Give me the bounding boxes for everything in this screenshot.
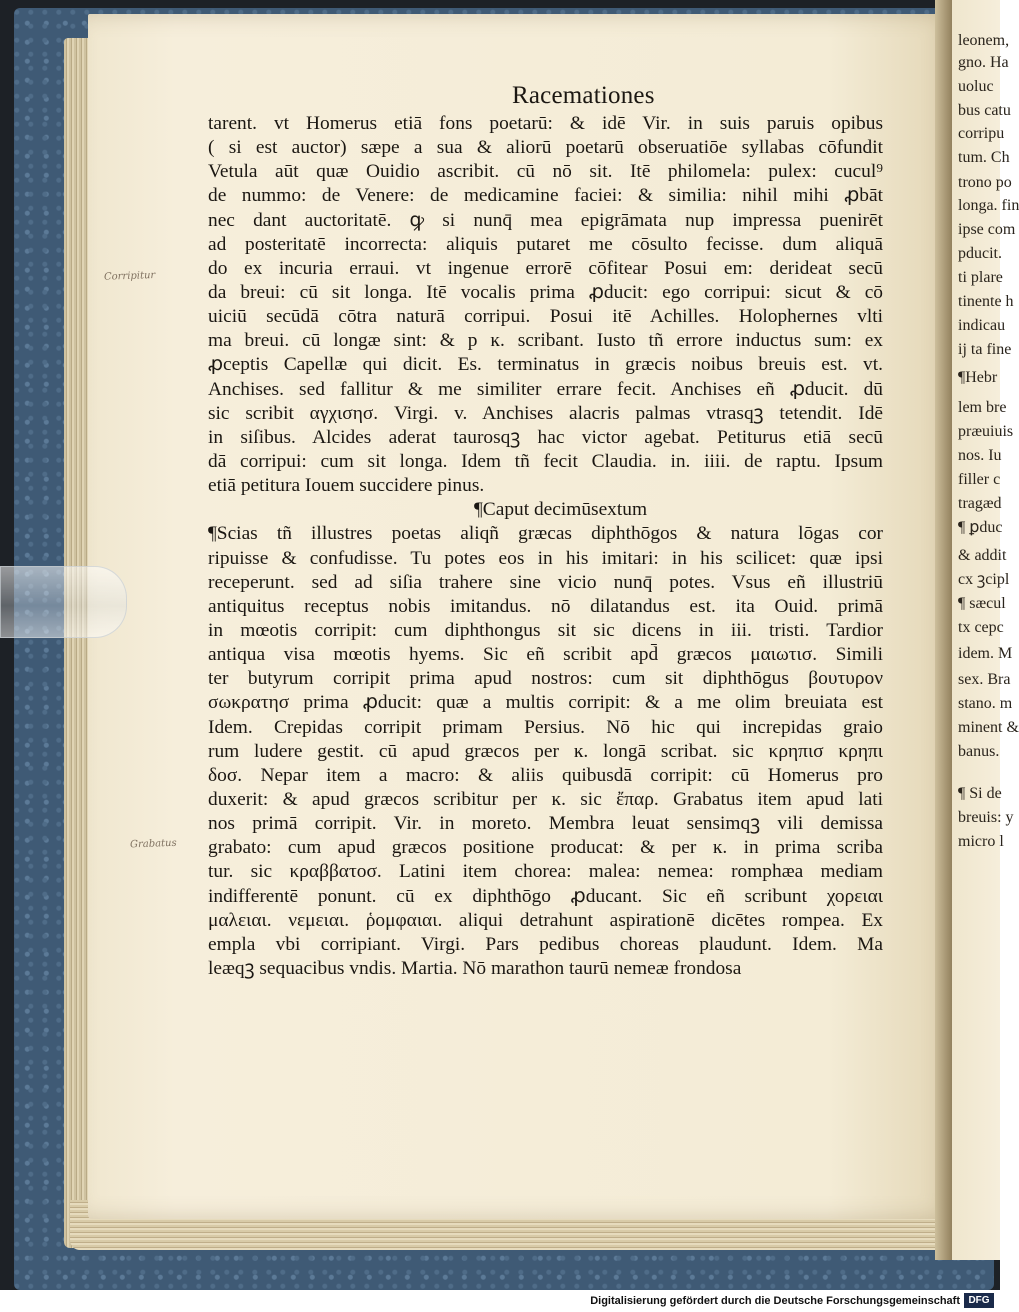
text-line: rum ludere gestit. cū apud græcos per ĸ. longā scribat. sic κρηπισ κρηπι: [208, 740, 883, 762]
text-line: leæqꝫ sequacibus vndis. Martia. Nō marathon taurū nemeæ frondosa: [208, 957, 742, 979]
text-line: grabato: cum apud græcos positione producat: & per ĸ. in prima scriba: [208, 837, 883, 859]
facing-page-fragment: ti plare: [958, 269, 1003, 286]
facing-page-fragment: cx ꝫcipl: [958, 571, 1010, 588]
footer-bar: [0, 1290, 1000, 1312]
glass-page-holder: [0, 566, 127, 638]
facing-page-fragment: longa. fin: [958, 197, 1019, 214]
facing-page-fragment: idem. M: [958, 645, 1013, 662]
text-line: antiquitus receptus nobis imitandus. nō dilatandus est. ita Ouid. primā: [208, 595, 883, 617]
facing-page-fragment: & addit: [958, 547, 1007, 564]
margin-note-text: Grabatus: [129, 837, 177, 851]
text-line: tur. sic κραββατοσ. Latini item chorea: malea: nemea: romphæa mediam: [208, 861, 883, 883]
text-line: de nummo: de Venere: de medicamine faciei: & similia: nihil mihi ꝓbāt: [208, 185, 883, 207]
text-line: δοσ. Nepar item a macro: & aliis quibusdā corripit: cū Homerus pro: [208, 764, 883, 786]
facing-page-fragment: bus catu: [958, 102, 1011, 119]
text-line: ( si est auctor) sæpe a sua & aliorū poetarū obseruatiōe syllabas cōfundit: [208, 137, 883, 159]
main-text-block: [208, 112, 883, 981]
text-line: uiciū secūdā cōtra naturā corripui. Posui itē Achilles. Holophernes vlti: [208, 306, 883, 328]
margin-note-text: Corripitur: [103, 269, 156, 283]
text-line: ad posteritatē incorrecta: aliquis putaret me cōsulto fecisse. dum aliquā: [208, 233, 883, 255]
text-line: in mœotis corripit: cum diphthongus sit sic dicens in iii. tristi. Tardior: [208, 619, 883, 641]
facing-page: [952, 0, 1019, 1260]
text-line: μαλειαι. νεμειαι. ῥομφαιαι. aliqui detrahunt aspirationē dicētes rompea. Ex: [208, 909, 883, 931]
facing-page-fragment: præuiuis: [958, 423, 1014, 440]
text-line: da breui: cū sit longa. Itē vocalis prima ꝓducit: ego corripui: sicut & cō: [208, 281, 883, 303]
text-line: sic scribit αγχισησ. Virgi. v. Anchises alacris palmas vtrasqꝫ tetendit. Idē: [208, 402, 883, 424]
text-line: indifferentē ponunt. cū ex diphthōgo ꝓducant. Sic eñ scribunt χορειαι: [208, 885, 883, 907]
text-line: antiqua visa mœotis hyems. Sic eñ scribit apd̄ græcos μαιωτισ. Simili: [208, 644, 883, 666]
facing-page-fragment: minent &: [958, 719, 1019, 736]
facing-page-fragment: trono po: [958, 174, 1012, 191]
text-line: ma breui. cū longæ sint: & p ĸ. scribant. Iusto tñ errore inductus sum: ex: [208, 330, 883, 352]
facing-page-fragment: sex. Bra: [958, 671, 1011, 688]
facing-page-fragment: leonem,: [958, 32, 1010, 49]
facing-page-fragment: ¶ ꝑduc: [958, 519, 1003, 536]
text-line: nos primā corripit. Vir. in moreto. Membra leuat sensimqꝫ vili demissa: [208, 813, 883, 835]
running-head: Racemationes: [512, 82, 655, 109]
text-line: ter butyrum corripit prima apud nostros: cum sit diphthōgus βουτυρον: [208, 668, 883, 690]
text-line: Idem. Crepidas corripit primam Persius. Nō hic qui increpidas graio: [208, 716, 883, 738]
facing-page-fragment: breuis: y: [958, 809, 1014, 826]
text-line: σωκρατησ prima ꝓducit: quæ a multis corripit: & a me olim breuiata est: [208, 692, 883, 714]
facing-page-fragment: ij ta fine: [958, 341, 1012, 358]
footer-credit: Digitalisierung gefördert durch die Deutsche Forschungsgemeinschaft: [590, 1295, 960, 1307]
facing-page-fragment: tinente h: [958, 293, 1014, 310]
text-line: Vetula aūt quæ Ouidio ascribit. cū nō sit. Itē philomela: pulex: cucul⁹: [208, 161, 883, 183]
text-line: Anchises. sed fallitur & me similiter errare fecit. Anchises eñ ꝓducit. dū: [208, 378, 883, 400]
facing-page-fragment: filler c: [958, 471, 1001, 488]
facing-page-fragment: micro l: [958, 833, 1004, 850]
facing-page-fragment: tum. Ch: [958, 149, 1010, 166]
facing-page-fragment: corripu: [958, 125, 1005, 142]
facing-page-fragment: ¶ sæcul: [958, 595, 1006, 612]
facing-page-fragment: stano. m: [958, 695, 1013, 712]
facing-page-fragment: gno. Ha: [958, 54, 1009, 71]
text-line: etiā petitura Iouem succidere pinus.: [208, 475, 485, 497]
facing-page-fragment: uoluc: [958, 78, 994, 95]
facing-page-fragment: banus.: [958, 743, 1000, 760]
text-line: ꝓceptis Capellæ qui dicit. Es. terminatus in græcis noibus breuis est. vt.: [208, 354, 883, 376]
facing-page-fragment: tragæd: [958, 495, 1002, 512]
text-line: receperunt. sed ad siſia trahere sine vicio nunq̄ potes. Vsus eñ illustriū: [208, 571, 883, 593]
facing-page-fragment: indicau: [958, 317, 1006, 334]
facing-page-fragment: pducit.: [958, 245, 1002, 262]
text-line: ripuisse & confudisse. Tu potes eos in his imitari: in his scilicet: quæ ipsi: [208, 547, 883, 569]
text-line: in siſibus. Alcides aderat taurosqꝫ hac victor agebat. Petiturus etiā secū: [208, 426, 883, 448]
facing-page-fragment: ipse com: [958, 221, 1016, 238]
text-line: duxerit: & apud græcos scribitur per ĸ. sic ἔπαρ. Grabatus item apud lati: [208, 788, 883, 810]
facing-page-fragment: lem bre: [958, 399, 1007, 416]
text-line: do ex incuria erraui. vt ingenue errorē cōfitear Posui em: derideat secū: [208, 257, 883, 279]
facing-page-fragment: nos. Iu: [958, 447, 1002, 464]
facing-page-fragment: tx cepc: [958, 619, 1004, 636]
text-line: dā corripui: cum sit longa. Idem tñ fecit Claudia. in. iiii. de raptu. Ipsum: [208, 450, 883, 472]
facing-page-fragment: ¶Hebr: [958, 369, 998, 386]
text-line: ¶Scias tñ illustres poetas aliqñ græcas diphthōgos & natura lōgas cor: [208, 523, 883, 545]
facing-page-fragment: ¶ Si de: [958, 785, 1002, 802]
text-line: nec dant auctoritatē. ꝙ si nunq̄ mea epigrāmata nup impressa puenirēt: [208, 209, 883, 231]
text-line: tarent. vt Homerus etiā fons poetarū: & idē Vir. in suis paruis opibus: [208, 113, 883, 134]
dfg-logo: DFG: [964, 1293, 994, 1308]
text-line: empla vbi corripiant. Virgi. Pars pedibus choreas plaudunt. Idem. Ma: [208, 933, 883, 955]
chapter-heading: ¶Caput decimūsextum: [474, 499, 648, 521]
